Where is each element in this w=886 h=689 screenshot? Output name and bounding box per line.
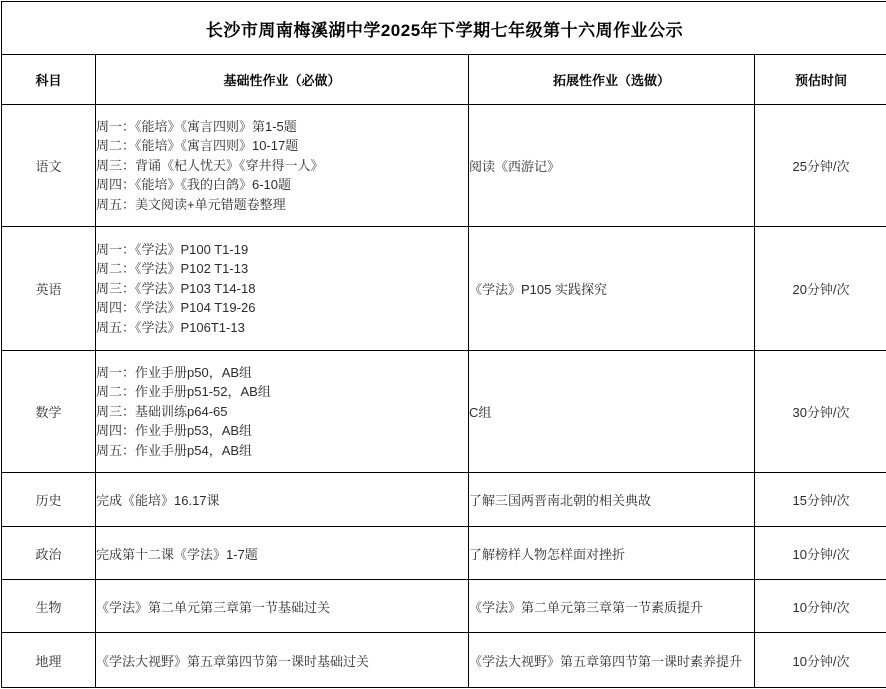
column-header-subject: 科目 (2, 55, 96, 105)
page-title: 长沙市周南梅溪湖中学2025年下学期七年级第十六周作业公示 (2, 2, 886, 55)
extended-homework-cell: C组 (469, 351, 755, 473)
estimated-time-cell: 25分钟/次 (755, 105, 886, 227)
basic-homework-cell (96, 351, 469, 473)
homework-line: 周五：作业手册p54，AB组 (96, 442, 253, 458)
extended-homework-cell: 《学法》第二单元第三章第一节素质提升 (469, 580, 755, 633)
estimated-time-cell: 10分钟/次 (755, 527, 886, 580)
homework-line: 周一：《能培》《寓言四则》第1-5题 (96, 118, 297, 134)
title-row (2, 2, 886, 55)
homework-announcement-table (1, 1, 886, 688)
table-row-geography (2, 633, 886, 688)
table-row-chinese (2, 105, 886, 227)
basic-homework-cell: 完成第十二课《学法》1-7题 (96, 527, 469, 580)
extended-homework-cell: 阅读《西游记》 (469, 105, 755, 227)
subject-label: 英语 (2, 227, 96, 351)
extended-homework-cell: 《学法》P105 实践探究 (469, 227, 755, 351)
extended-homework-cell: 了解榜样人物怎样面对挫折 (469, 527, 755, 580)
subject-label: 历史 (2, 473, 96, 527)
subject-label: 地理 (2, 633, 96, 688)
homework-line: 周二：《能培》《寓言四则》10-17题 (96, 138, 299, 154)
homework-line: 周一：《学法》P100 T1-19 (96, 241, 249, 257)
estimated-time-cell: 10分钟/次 (755, 580, 886, 633)
homework-line: 周二：《学法》P102 T1-13 (96, 261, 249, 277)
homework-line: 周五：《学法》P106T1-13 (96, 319, 245, 335)
homework-line: 周一：作业手册p50，AB组 (96, 364, 253, 380)
homework-line: 周二：作业手册p51-52，AB组 (96, 384, 271, 400)
estimated-time-cell: 20分钟/次 (755, 227, 886, 351)
column-header-basic: 基础性作业（必做） (96, 55, 469, 105)
table-row-english (2, 227, 886, 351)
subject-label: 数学 (2, 351, 96, 473)
subject-label: 生物 (2, 580, 96, 633)
basic-homework-cell (96, 227, 469, 351)
homework-line: 周五：美文阅读+单元错题卷整理 (96, 196, 286, 212)
basic-homework-cell: 《学法大视野》第五章第四节第一课时基础过关 (96, 633, 469, 688)
column-header-time: 预估时间 (755, 55, 886, 105)
basic-homework-cell: 《学法》第二单元第三章第一节基础过关 (96, 580, 469, 633)
table-row-biology (2, 580, 886, 633)
subject-label: 语文 (2, 105, 96, 227)
estimated-time-cell: 10分钟/次 (755, 633, 886, 688)
subject-label: 政治 (2, 527, 96, 580)
homework-line: 周三：背诵《杞人忧天》《穿井得一人》 (96, 157, 324, 173)
header-row (2, 55, 886, 105)
basic-homework-cell (96, 105, 469, 227)
homework-line: 周四：《学法》P104 T19-26 (96, 300, 256, 316)
homework-line: 周四：作业手册p53，AB组 (96, 423, 253, 439)
estimated-time-cell: 30分钟/次 (755, 351, 886, 473)
column-header-extended: 拓展性作业（选做） (469, 55, 755, 105)
homework-line: 周三：《学法》P103 T14-18 (96, 280, 256, 296)
table-row-math (2, 351, 886, 473)
table-row-history (2, 473, 886, 527)
estimated-time-cell: 15分钟/次 (755, 473, 886, 527)
table-row-politics (2, 527, 886, 580)
basic-homework-cell: 完成《能培》16.17课 (96, 473, 469, 527)
homework-line: 周三：基础训练p64-65 (96, 403, 228, 419)
homework-line: 周四：《能培》《我的白鸽》6-10题 (96, 177, 292, 193)
extended-homework-cell: 了解三国两晋南北朝的相关典故 (469, 473, 755, 527)
extended-homework-cell: 《学法大视野》第五章第四节第一课时素养提升 (469, 633, 755, 688)
